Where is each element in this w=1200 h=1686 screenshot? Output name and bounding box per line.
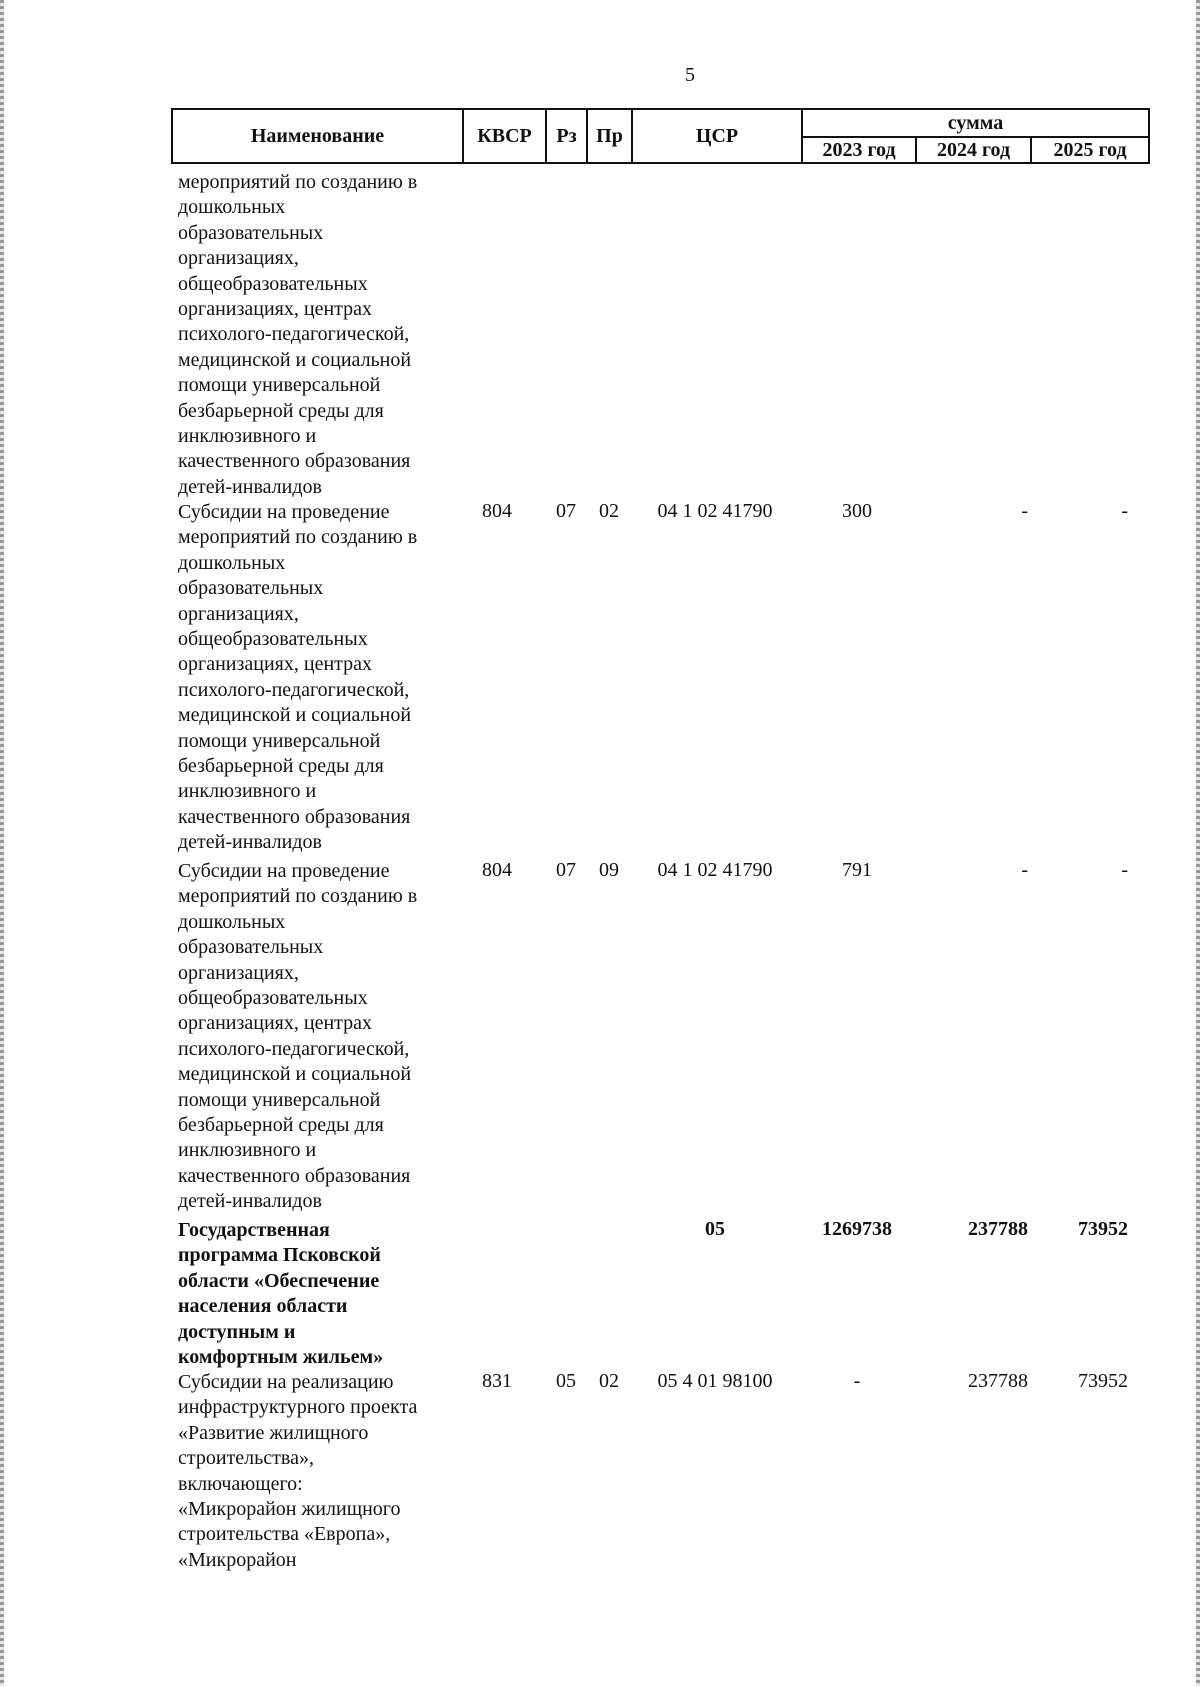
row-name: Субсидии на проведение мероприятий по созданию в дошкольных образовательных организациях, общеобразовательных организациях, центрах психолого-педагогической, медицинской и социальной помощи универсальной безбарьерной среды для инклюзивного и качественного образования детей-инвалидов	[178, 501, 418, 854]
header-rz: Рз	[546, 109, 587, 163]
row-kvsr: 804	[482, 859, 512, 881]
page-number: 5	[685, 64, 695, 86]
row-pr: 02	[599, 500, 619, 522]
table-header	[171, 108, 1150, 164]
row-sum-2024: 237788	[968, 1218, 1028, 1240]
row-name: Государственная программа Псковской области «Обеспечение населения области доступным и комфортным жильем»	[178, 1219, 384, 1369]
header-sum: сумма	[802, 109, 1149, 137]
row-csr: 04 1 02 41790	[657, 859, 773, 881]
row-sum-2023: 1269738	[822, 1218, 892, 1240]
row-kvsr: 831	[482, 1370, 512, 1392]
row-sum-2025: -	[1121, 500, 1128, 522]
row-rz: 07	[556, 500, 576, 522]
row-sum-2025: 73952	[1078, 1218, 1128, 1240]
header-year-2025: 2025 год	[1031, 137, 1149, 163]
row-rz: 05	[556, 1370, 576, 1392]
row-sum-2024: 237788	[968, 1370, 1028, 1392]
row-name: Субсидии на реализацию инфраструктурного проекта «Развитие жилищного строительства», включающего: «Микрорайон жилищного строительства «Европа», «Микрорайон	[178, 1371, 418, 1571]
header-kvsr: КВСР	[463, 109, 546, 163]
header-year-2023: 2023 год	[802, 137, 916, 163]
header-csr: ЦСР	[632, 109, 802, 163]
header-pr: Пр	[587, 109, 632, 163]
row-sum-2023: 300	[842, 500, 872, 522]
row-sum-2024: -	[1021, 500, 1028, 522]
header-year-2024: 2024 год	[916, 137, 1031, 163]
row-sum-2025: 73952	[1078, 1370, 1128, 1392]
header-name: Наименование	[172, 109, 463, 163]
row-rz: 07	[556, 859, 576, 881]
row-pr: 02	[599, 1370, 619, 1392]
row-sum-2024: -	[1021, 859, 1028, 881]
row-name: Субсидии на проведение мероприятий по созданию в дошкольных образовательных организациях, общеобразовательных организациях, центрах психолого-педагогической, медицинской и социальной помощи универсальной безбарьерной среды для инклюзивного и качественного образования детей-инвалидов	[178, 860, 418, 1213]
row-sum-2023: 791	[842, 859, 872, 881]
row-name: мероприятий по созданию в дошкольных образовательных организациях, общеобразовательных организациях, центрах психолого-педагогической, медицинской и социальной помощи универсальной безбарьерной среды для инклюзивного и качественного образования детей-инвалидов	[178, 171, 418, 498]
row-csr: 05	[705, 1218, 725, 1240]
scan-edge-right	[1196, 0, 1200, 1686]
row-sum-2023: -	[853, 1370, 861, 1392]
row-pr: 09	[599, 859, 619, 881]
row-csr: 05 4 01 98100	[657, 1370, 773, 1392]
row-sum-2025: -	[1121, 859, 1128, 881]
row-csr: 04 1 02 41790	[657, 500, 773, 522]
scan-edge-left	[0, 0, 4, 1686]
row-kvsr: 804	[482, 500, 512, 522]
